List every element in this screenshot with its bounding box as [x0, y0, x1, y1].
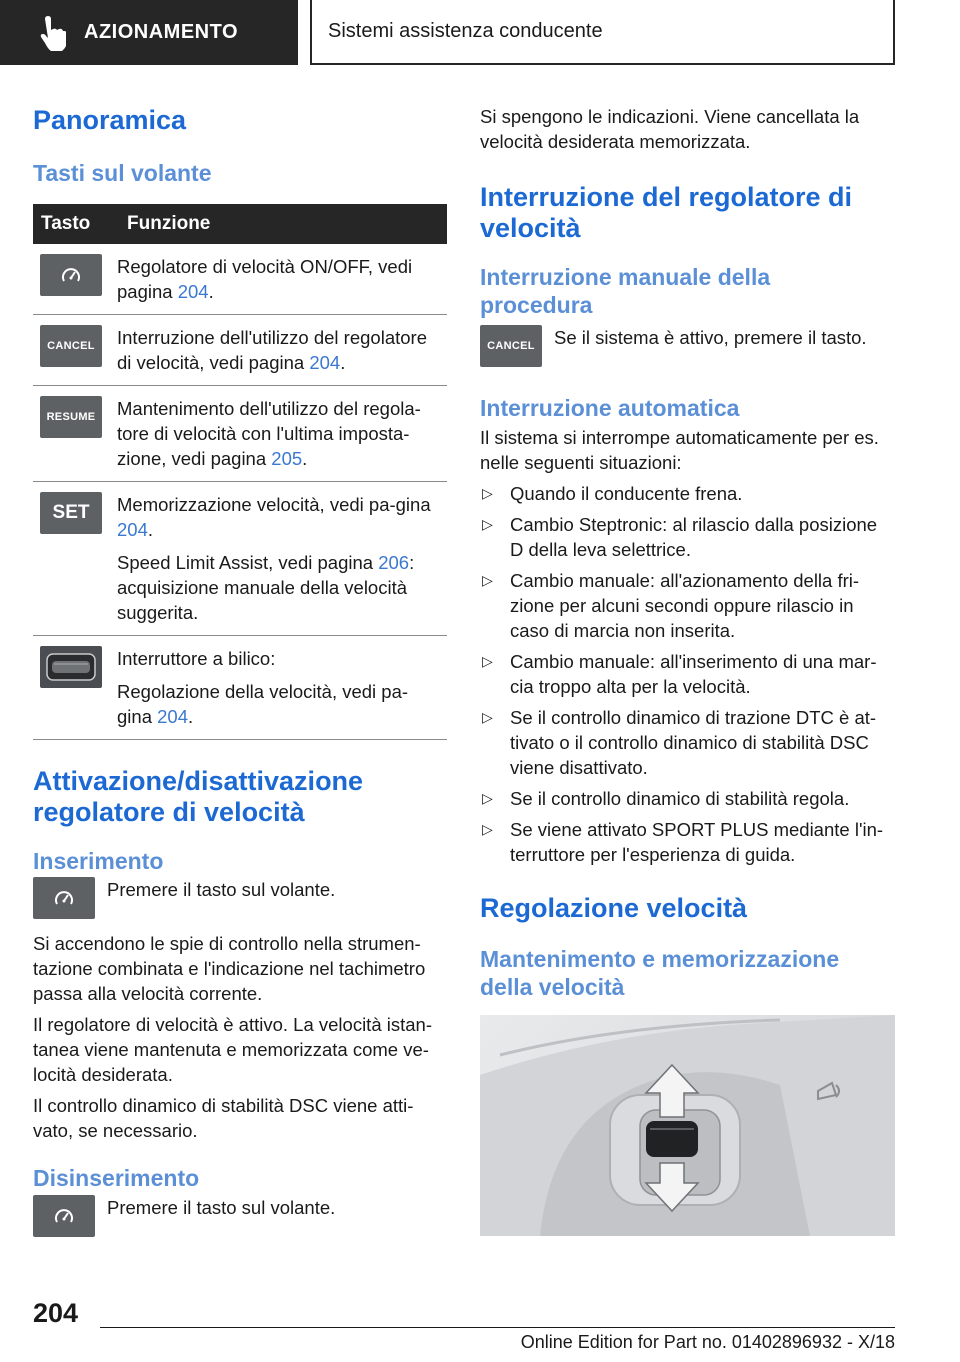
- manual-title-2: procedura: [480, 291, 593, 318]
- table-header-function: Funzione: [117, 204, 447, 244]
- list-item-text: Cambio manuale: all'inserimento di una mar-cia troppo alta per la velocità.: [510, 650, 877, 697]
- list-item-text: Quando il conducente frena.: [510, 482, 743, 504]
- row-text: Interruttore a bilico:: [117, 647, 276, 669]
- cruise-control-icon: [40, 254, 102, 296]
- list-item: [480, 817, 895, 867]
- left-column: [33, 95, 447, 1237]
- button-table: [33, 204, 447, 740]
- page-title: Panoramica: [33, 105, 187, 135]
- table-row: [33, 385, 447, 481]
- hand-pointer-icon: [36, 11, 80, 55]
- cruise-control-icon: [33, 1195, 95, 1237]
- resume-button-image: RESUME: [40, 396, 102, 438]
- cruise-control-icon: [33, 877, 95, 919]
- page-link[interactable]: 205: [271, 447, 303, 469]
- table-row: [33, 635, 447, 739]
- page-link[interactable]: 204: [157, 705, 188, 727]
- page-link[interactable]: 204: [177, 280, 209, 302]
- triangle-bullet-icon: ▷: [482, 571, 493, 588]
- interrupt-title: Interruzione del regolatore di: [480, 182, 853, 212]
- section-tab: [0, 0, 298, 65]
- list-item-text: Se viene attivato SPORT PLUS mediante l'in-terruttore per l'esperienza di guida.: [510, 818, 884, 865]
- page-number: 204: [33, 1298, 79, 1328]
- row-text: Mantenimento dell'utilizzo del regola-tore di velocità con l'ultima imposta-zione, vedi pagina: [117, 397, 421, 469]
- list-item-text: Se il controllo dinamico di stabilità regola.: [510, 787, 850, 809]
- triangle-bullet-icon: ▷: [482, 820, 493, 837]
- section-title: AZIONAMENTO: [84, 21, 239, 43]
- steering-wheel-photo: [480, 1015, 895, 1236]
- list-item-text: Se il controllo dinamico di trazione DTC è at-tivato o il controllo dinamico di stabilità DSC viene disattivato.: [510, 706, 877, 778]
- page-link[interactable]: 206: [378, 551, 410, 573]
- footer-divider: [100, 1327, 895, 1328]
- row-text-end: .: [340, 351, 346, 373]
- list-item: [480, 705, 895, 780]
- row-text-end: .: [147, 518, 154, 540]
- cancel-button-image: CANCEL: [40, 325, 102, 367]
- table-row: [33, 481, 447, 635]
- row-text-end: : acquisizione manuale della velocità suggerita.: [117, 551, 415, 623]
- activation-title-2: regolatore di velocità: [33, 796, 305, 827]
- auto-text: Il sistema si interrompe automaticamente per es. nelle seguenti situazioni:: [480, 426, 879, 473]
- set-button-image: SET: [40, 492, 102, 534]
- rocker-switch-icon: [40, 646, 102, 688]
- table-header-key: Tasto: [33, 204, 117, 244]
- table-row: [33, 314, 447, 385]
- keep-title-2: della velocità: [480, 973, 625, 1000]
- chapter-title: Sistemi assistenza conducente: [328, 20, 603, 42]
- auto-title: Interruzione automatica: [480, 395, 740, 422]
- cancel-button-image: CANCEL: [480, 325, 542, 367]
- edition-note: Online Edition for Part no. 01402896932 - X/18: [520, 1332, 895, 1352]
- row-text-end: .: [302, 447, 308, 469]
- manual-instruction: [480, 325, 895, 367]
- intro-text: Si spengono le indicazioni. Viene cancellata la velocità desiderata memorizzata.: [480, 106, 860, 152]
- triangle-bullet-icon: ▷: [482, 652, 493, 669]
- list-item: [480, 786, 895, 811]
- list-item-text: Cambio manuale: all'azionamento della fri-zione per alcuni secondi oppure rilascio in caso di marcia non inserita.: [510, 569, 860, 641]
- manual-text: Se il sistema è attivo, premere il tasto.: [554, 327, 867, 349]
- interruption-list: [480, 481, 895, 867]
- right-column: [480, 104, 895, 1236]
- on-text: Premere il tasto sul volante.: [107, 879, 336, 901]
- row-text-end: .: [188, 705, 194, 727]
- row-text: Interruzione dell'utilizzo del regolatore di velocità, vedi pagina: [117, 326, 427, 373]
- triangle-bullet-icon: ▷: [482, 484, 493, 501]
- on-instruction: [33, 877, 447, 919]
- list-item-text: Cambio Steptronic: al rilascio dalla posizione D della leva selettrice.: [510, 513, 878, 560]
- paragraph: Il controllo dinamico di stabilità DSC viene atti-vato, se necessario.: [33, 1095, 414, 1142]
- row-text-end: .: [208, 280, 214, 302]
- triangle-bullet-icon: ▷: [482, 708, 493, 725]
- table-row: [33, 244, 447, 315]
- page-link[interactable]: 204: [309, 351, 341, 373]
- chapter-tab: [310, 0, 895, 65]
- on-title: Inserimento: [33, 847, 164, 874]
- row-text-2: Speed Limit Assist, vedi pagina: [117, 551, 379, 573]
- speed-title: Regolazione velocità: [480, 892, 748, 923]
- triangle-bullet-icon: ▷: [482, 515, 493, 532]
- off-instruction: [33, 1195, 447, 1237]
- row-text-2: Regolazione della velocità, vedi pa-gina: [117, 680, 409, 727]
- row-text: Memorizzazione velocità, vedi pa-gina: [117, 493, 431, 515]
- off-text: Premere il tasto sul volante.: [107, 1196, 336, 1218]
- interrupt-title-2: velocità: [480, 213, 581, 244]
- list-item: [480, 481, 895, 506]
- triangle-bullet-icon: ▷: [482, 789, 493, 806]
- list-item: [480, 512, 895, 562]
- paragraph: Il regolatore di velocità è attivo. La velocità istan-tanea viene mantenuta e memorizzata come ve-locità desiderata.: [33, 1014, 432, 1086]
- subtitle-buttons: Tasti sul volante: [33, 160, 212, 187]
- list-item: [480, 649, 895, 699]
- row-text: Regolatore di velocità ON/OFF, vedi pagina: [117, 255, 413, 302]
- paragraph: Si accendono le spie di controllo nella strumen-tazione combinata e l'indicazione nel tachimetro passa alla velocità corrente.: [33, 933, 426, 1005]
- off-title: Disinserimento: [33, 1165, 200, 1192]
- keep-title: Mantenimento e memorizzazione: [480, 945, 840, 972]
- page-link[interactable]: 204: [117, 518, 148, 540]
- list-item: [480, 568, 895, 643]
- manual-title: Interruzione manuale della: [480, 264, 771, 291]
- activation-title: Attivazione/disattivazione: [33, 765, 364, 796]
